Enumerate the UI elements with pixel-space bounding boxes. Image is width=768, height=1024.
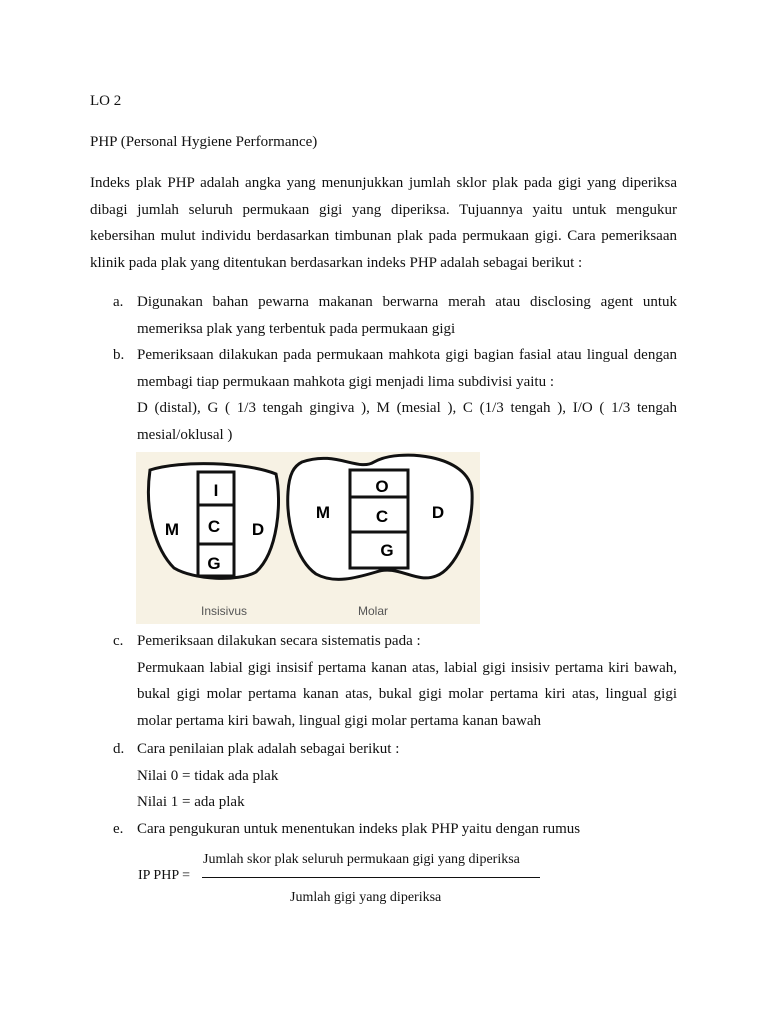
list-marker-d: d. (113, 741, 125, 757)
incisor-label-d: D (251, 520, 265, 539)
list-item-line: Nilai 0 = tidak ada plak (137, 767, 279, 784)
molar-label-d: D (431, 503, 445, 522)
molar-label-o: O (375, 477, 389, 496)
molar-label-g: G (380, 541, 394, 560)
list-item-line: mesial/oklusal ) (137, 426, 233, 443)
list-marker-a: a. (113, 294, 124, 310)
list-item-d (137, 736, 677, 816)
section-label: LO 2 (90, 93, 122, 109)
formula-fraction-bar (202, 877, 540, 878)
list-item-b (137, 342, 677, 448)
molar-label-m: M (315, 503, 331, 522)
list-item-line: bukal gigi molar pertama kanan atas, bukal gigi molar pertama kiri atas, lingual gigi (137, 686, 677, 702)
list-item-line: molar pertama kiri bawah, lingual gigi molar pertama kanan bawah (137, 712, 542, 729)
incisor-label-g: G (207, 554, 221, 573)
incisor-label-m: M (164, 520, 180, 539)
list-item-e (137, 816, 677, 843)
list-item-c (137, 628, 677, 734)
formula-denominator: Jumlah gigi yang diperiksa (290, 890, 442, 905)
incisor-label-i: I (213, 481, 219, 500)
formula-numerator: Jumlah skor plak seluruh permukaan gigi yang diperiksa (203, 852, 520, 867)
list-item-line: Nilai 1 = ada plak (137, 794, 245, 810)
molar-caption: Molar (357, 604, 389, 618)
tooth-surface-diagram (136, 452, 480, 624)
page-title: PHP (Personal Hygiene Performance) (90, 134, 318, 150)
incisor-caption: Insisivus (200, 604, 248, 618)
list-marker-b: b. (113, 347, 125, 363)
list-item-line: Cara penilaian plak adalah sebagai berikut : (137, 741, 400, 757)
intro-paragraph (90, 170, 677, 276)
list-marker-c: c. (113, 633, 124, 649)
list-item-line: Pemeriksaan dilakukan secara sistematis pada : (137, 633, 421, 649)
list-item-line: membagi tiap permukaan mahkota gigi menjadi lima subdivisi yaitu : (137, 373, 554, 390)
formula-lhs: IP PHP = (138, 868, 190, 883)
list-item-a (137, 289, 677, 342)
list-item-line: Permukaan labial gigi insisif pertama kanan atas, labial gigi insisiv pertama kiri bawah, (137, 659, 677, 676)
incisor-label-c: C (207, 517, 221, 536)
list-item-line: Cara pengukuran untuk menentukan indeks plak PHP yaitu dengan rumus (137, 821, 581, 837)
molar-label-c: C (375, 507, 389, 526)
list-marker-e: e. (113, 821, 124, 837)
list-item-line: D (distal), G ( 1/3 tengah gingiva ), M (mesial ), C (1/3 tengah ), I/O ( 1/3 tengah (137, 400, 677, 416)
intro-line: kebersihan mulut individu berdasarkan timbunan plak pada permukaan gigi. Cara pemeriksaan (90, 228, 677, 244)
intro-line: Indeks plak PHP adalah angka yang menunjukkan jumlah sklor plak pada gigi yang diperiksa (90, 175, 677, 191)
intro-line: klinik pada plak yang ditentukan berdasarkan indeks PHP adalah sebagai berikut : (90, 254, 583, 271)
list-item-line: memeriksa plak yang terbentuk pada permukaan gigi (137, 320, 456, 337)
list-item-line: Digunakan bahan pewarna makanan berwarna merah atau disclosing agent untuk (137, 294, 677, 310)
list-item-line: Pemeriksaan dilakukan pada permukaan mahkota gigi bagian fasial atau lingual dengan (137, 347, 677, 363)
intro-line: dibagi jumlah seluruh permukaan gigi yang diperiksa. Tujuannya yaitu untuk mengukur (90, 201, 677, 218)
